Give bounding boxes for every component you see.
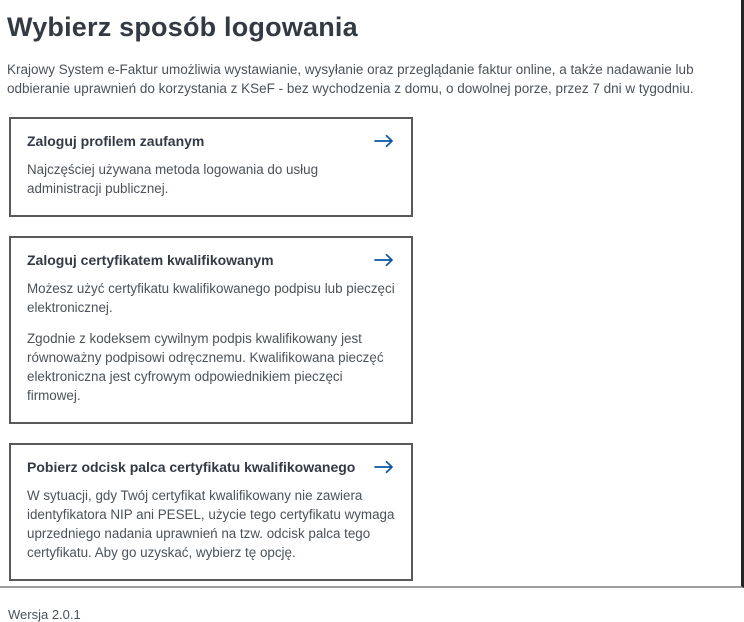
arrow-right-icon[interactable] bbox=[373, 460, 395, 474]
card-description: Zgodnie z kodeksem cywilnym podpis kwalifikowany jest równoważny podpisowi odręcznemu. Kwalifikowana pieczęć elektroniczna jest cyfrowym odpowiednikiem pieczęci firmowej. bbox=[27, 331, 384, 403]
intro-text: Krajowy System e-Faktur umożliwia wystawianie, wysyłanie oraz przeglądanie faktur online, a także nadawanie lub odbieranie uprawnień do korzystania z KSeF - bez wychodzenia z domu, o dowolnej porze, przez 7 dni w tygodniu. bbox=[7, 62, 694, 96]
version-label: Wersja 2.0.1 bbox=[8, 607, 81, 622]
arrow-right-icon[interactable] bbox=[373, 134, 395, 148]
card-zaloguj-profilem-zaufanym[interactable] bbox=[9, 117, 413, 217]
card-header bbox=[27, 133, 395, 149]
card-title[interactable]: Zaloguj certyfikatem kwalifikowanym bbox=[27, 252, 274, 268]
card-title[interactable]: Pobierz odcisk palca certyfikatu kwalifikowanego bbox=[27, 459, 356, 475]
card-description: Możesz użyć certyfikatu kwalifikowanego podpisu lub pieczęci elektronicznej. bbox=[27, 281, 395, 315]
arrow-right-icon[interactable] bbox=[373, 253, 395, 267]
login-options-list bbox=[9, 117, 413, 581]
card-header bbox=[27, 459, 395, 475]
card-zaloguj-certyfikatem-kwalifikowanym[interactable] bbox=[9, 236, 413, 424]
card-description: W sytuacji, gdy Twój certyfikat kwalifikowany nie zawiera identyfikatora NIP ani PESEL, użycie tego certyfikatu wymaga uprzedniego nadania uprawnień na tzw. odcisk palca tego certyfikatu. Aby go uzyskać, wybierz tę opcję. bbox=[27, 488, 395, 560]
card-title[interactable]: Zaloguj profilem zaufanym bbox=[27, 133, 205, 149]
card-pobierz-odcisk-palca[interactable] bbox=[9, 443, 413, 581]
card-header bbox=[27, 252, 395, 268]
card-description: Najczęściej używana metoda logowania do usług administracji publicznej. bbox=[27, 162, 319, 196]
page-title: Wybierz sposób logowania bbox=[7, 12, 358, 42]
